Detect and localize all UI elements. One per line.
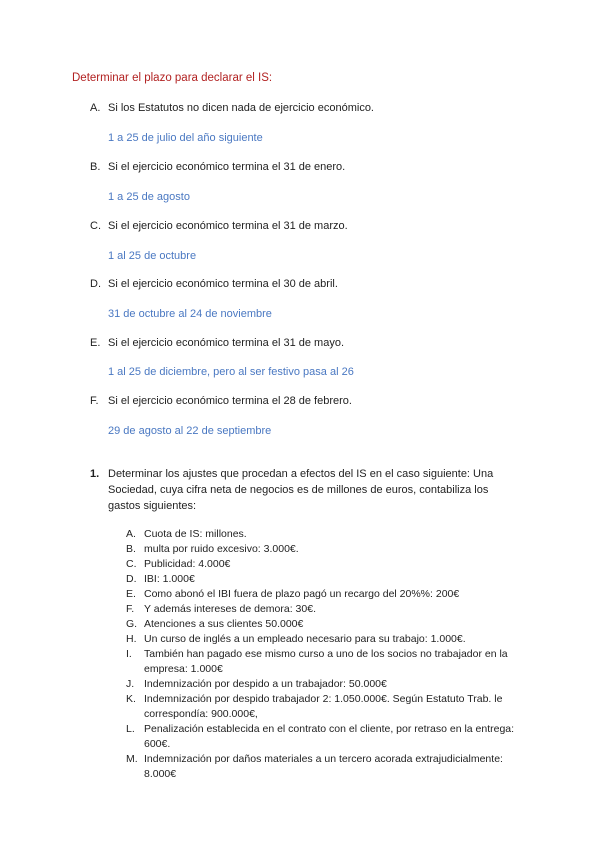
item-text: Penalización establecida en el contrato con el cliente, por retraso en la entrega: 600€.	[144, 723, 515, 750]
item-letter: D.	[126, 573, 137, 585]
item-text: Un curso de inglés a un empleado necesario para su trabajo: 1.000€.	[144, 633, 466, 645]
item-text: Publicidad: 4.000€	[144, 558, 231, 570]
item-text: Y además intereses de demora: 30€.	[144, 603, 316, 615]
item-text: Atenciones a sus clientes 50.000€	[144, 618, 304, 630]
answer-c: 1 al 25 de octubre	[108, 250, 197, 262]
item-text: Como abonó el IBI fuera de plazo pagó un recargo del 20%%: 200€	[144, 588, 460, 600]
item-letter: G.	[126, 618, 138, 630]
item-letter: I.	[126, 648, 132, 660]
answer-b: 1 a 25 de agosto	[108, 191, 190, 203]
item-letter: A.	[126, 528, 136, 540]
item-text: Indemnización por despido a un trabajador: 50.000€	[144, 678, 387, 690]
answer-a: 1 a 25 de julio del año siguiente	[108, 132, 263, 144]
item-letter: L.	[126, 723, 135, 735]
question-letter: A.	[90, 102, 101, 114]
answer-d: 31 de octubre al 24 de noviembre	[108, 308, 272, 320]
question-text: Si el ejercicio económico termina el 31 de enero.	[108, 161, 346, 173]
question-letter: E.	[90, 337, 101, 349]
item-text: Indemnización por despido trabajador 2: 1.050.000€. Según Estatuto Trab. le correspondía: 900.000€,	[144, 693, 503, 720]
question-text: Si el ejercicio económico termina el 31 de mayo.	[108, 337, 345, 349]
item-text: Indemnización por daños materiales a un tercero acorada extrajudicialmente: 8.000€	[144, 753, 503, 780]
section-heading: Determinar el plazo para declarar el IS:	[72, 72, 273, 84]
item-letter: F.	[126, 603, 135, 615]
exercise-text: Determinar los ajustes que procedan a efectos del IS en el caso siguiente: Una Sociedad, cuya cifra neta de negocios es de millones de euros, contabiliza los gastos siguientes:	[108, 468, 494, 512]
item-text: Cuota de IS: millones.	[144, 528, 247, 540]
item-letter: B.	[126, 543, 136, 555]
item-letter: J.	[126, 678, 135, 690]
item-letter: E.	[126, 588, 136, 600]
item-text: multa por ruido excesivo: 3.000€.	[144, 543, 299, 555]
answer-f: 29 de agosto al 22 de septiembre	[108, 425, 272, 437]
item-text: También han pagado ese mismo curso a uno de los socios no trabajador en la empresa: 1.000€	[144, 648, 508, 675]
answer-e: 1 al 25 de diciembre, pero al ser festivo pasa al 26	[108, 366, 354, 378]
question-text: Si los Estatutos no dicen nada de ejercicio económico.	[108, 102, 374, 114]
question-text: Si el ejercicio económico termina el 30 de abril.	[108, 278, 338, 290]
item-letter: H.	[126, 633, 137, 645]
item-letter: C.	[126, 558, 137, 570]
question-letter: C.	[90, 220, 101, 232]
question-text: Si el ejercicio económico termina el 28 de febrero.	[108, 395, 352, 407]
item-letter: M.	[126, 753, 138, 765]
exercise-number: 1.	[90, 468, 100, 480]
item-text: IBI: 1.000€	[144, 573, 195, 585]
item-letter: K.	[126, 693, 136, 705]
question-letter: F.	[90, 395, 99, 407]
question-letter: D.	[90, 278, 101, 290]
question-text: Si el ejercicio económico termina el 31 de marzo.	[108, 220, 348, 232]
question-letter: B.	[90, 161, 101, 173]
